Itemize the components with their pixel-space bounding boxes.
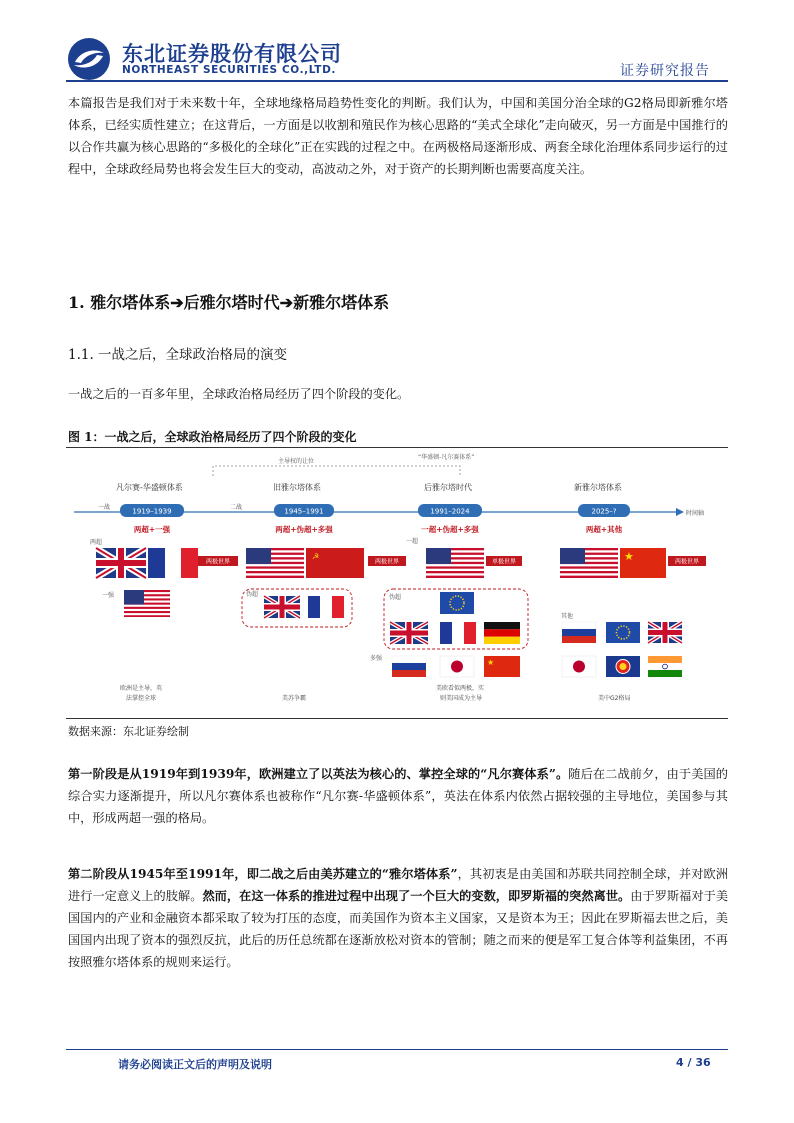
figure-bottom-rule xyxy=(66,718,728,719)
usa-flag-icon xyxy=(124,590,170,617)
role-label-superpower-1: 两超 xyxy=(90,539,103,546)
role-label-power-1: 一强 xyxy=(102,592,115,599)
svg-text:★: ★ xyxy=(624,550,634,563)
stage-caption-1a: 欧洲是主导，英 xyxy=(120,685,163,692)
russia-flag-icon xyxy=(562,622,596,643)
figure-timeline-diagram xyxy=(68,450,728,715)
stage-caption-2a: 美苏争霸 xyxy=(282,695,307,702)
usa-flag-icon xyxy=(246,548,304,578)
period-years-3: 1991–2024 xyxy=(430,507,470,516)
header-divider xyxy=(66,80,728,82)
stage-caption-1b: 法掌控全球 xyxy=(126,695,157,702)
subsection-heading: 1.1. 一战之后，全球政治格局的演变 xyxy=(68,347,288,363)
ussr-flag-icon xyxy=(306,548,364,578)
dominance-transfer-label: 主导权的让位 xyxy=(278,458,315,465)
stage-caption-3a: 美欧看似两极，实 xyxy=(436,685,485,692)
two-pole-badge-text-2: 两极世界 xyxy=(374,558,400,566)
period-years-2: 1945–1991 xyxy=(284,507,324,516)
paragraph-stage-2 xyxy=(68,863,728,973)
japan-flag-icon xyxy=(440,656,474,677)
ww1-marker: 一战 xyxy=(98,504,111,511)
china-flag-icon xyxy=(620,548,666,578)
usa-flag-icon xyxy=(426,548,484,578)
two-pole-badge-text-4: 两极世界 xyxy=(674,558,700,566)
section-heading: 1. 雅尔塔体系➔后雅尔塔时代➔新雅尔塔体系 xyxy=(68,293,390,312)
subsection-lead: 一战之后的一百多年里，全球政治格局经历了四个阶段的变化。 xyxy=(68,387,410,401)
usa-flag-icon xyxy=(560,548,618,578)
paragraph-stage-2-emphasis: 然而，在这一体系的推进过程中出现了一个巨大的变数，即罗斯福的突然离世。 xyxy=(202,889,631,903)
figure-source: 数据来源：东北证券绘制 xyxy=(68,725,189,738)
paragraph-stage-2-body: 由于罗斯福对于美国国内的产业和金融资本都采取了较为打压的态度，而美国作为资本主义国家，又是资本为王；因此在罗斯福去世之后，美国国内出现了资本的强烈反抗，此后的历任总统都在逐渐放松对资本的管制；随之而来的便是军工复合体等利益集团，不再按照雅尔塔体系的规则来运行。 xyxy=(68,889,729,969)
period-years-4: 2025–? xyxy=(591,507,617,516)
structure-label-4: 两超+其他 xyxy=(585,525,623,534)
paragraph-stage-1 xyxy=(68,763,728,829)
germany-flag-icon xyxy=(484,622,520,644)
svg-text:☭: ☭ xyxy=(312,552,320,561)
japan-flag-icon xyxy=(562,656,596,677)
footer-divider xyxy=(66,1049,728,1050)
ww2-marker: 二战 xyxy=(230,504,243,511)
single-pole-badge-text: 单极世界 xyxy=(491,558,517,566)
stage-name-4: 新雅尔塔体系 xyxy=(574,483,622,492)
india-flag-icon xyxy=(648,656,682,677)
svg-text:★: ★ xyxy=(487,658,495,667)
company-logo-icon xyxy=(66,36,112,82)
timeline-axis-label: 时间轴 xyxy=(686,510,705,517)
structure-label-3: 一超+伪超+多强 xyxy=(421,525,479,534)
figure-title: 图 1：一战之后，全球政治格局经历了四个阶段的变化 xyxy=(68,430,357,444)
paragraph-stage-2-mid: ，其初衷是由美国和苏联共同控制全球，并对欧洲进行一定意义上的肢解。 xyxy=(68,867,728,903)
uk-flag-icon xyxy=(96,548,146,578)
russia-flag-icon xyxy=(392,656,426,677)
stage-name-3: 后雅尔塔时代 xyxy=(424,483,472,492)
stage-caption-3b: 则美国成为主导 xyxy=(440,695,483,702)
footer-disclaimer: 请务必阅读正文后的声明及说明 xyxy=(118,1058,272,1071)
paragraph-stage-1-body: 随后在二战前夕，由于美国的综合实力逐渐提升，所以凡尔赛体系也被称作“凡尔赛-华盛顿体系”，英法在体系内依然占据较强的主导地位，美国参与其中，形成两超一强的格局。 xyxy=(68,767,728,825)
intro-paragraph: 本篇报告是我们对于未来数十年，全球地缘格局趋势性变化的判断。我们认为，中国和美国分治全球的G2格局即新雅尔塔体系，已经实质性建立；在这背后，一方面是以收割和殖民作为核心思路的“美式全球化”走向破灭，另一方面是中国推行的以合作共赢为核心思路的“多极化的全球化”正在实践的过程之中。在两极格局逐渐形成、两套全球化治理体系同步运行的过程中，全球政经局势也将会发生巨大的变动，高波动之外，对于资产的长期判断也需要高度关注。 xyxy=(68,96,728,176)
china-flag-icon xyxy=(484,656,520,677)
figure-top-rule xyxy=(66,447,728,448)
uk-flag-icon xyxy=(648,622,682,643)
page-number: 4 / 36 xyxy=(676,1056,711,1069)
role-label-multi-3: 多强 xyxy=(370,655,383,662)
uk-flag-icon xyxy=(390,622,428,644)
structure-label-1: 两超+一强 xyxy=(133,525,171,534)
dominance-transfer-bracket xyxy=(213,466,460,476)
stage-name-2: 旧雅尔塔体系 xyxy=(273,483,321,492)
stage-name-1: 凡尔赛-华盛顿体系 xyxy=(116,483,183,492)
role-label-pseudo-2: 伪超 xyxy=(246,591,259,598)
report-type-label: 证券研究报告 xyxy=(620,63,710,79)
two-pole-badge-text-1: 两极世界 xyxy=(205,558,231,566)
france-flag-icon xyxy=(308,596,344,618)
timeline-arrow-icon xyxy=(676,508,684,516)
structure-label-2: 两超+伪超+多强 xyxy=(275,525,333,534)
role-label-super-3: 一超 xyxy=(406,538,419,545)
company-name: 东北证券股份有限公司 xyxy=(122,42,342,66)
eu-flag-icon xyxy=(440,592,474,614)
uk-flag-icon xyxy=(264,596,300,618)
role-label-others-4: 其他 xyxy=(561,613,574,620)
role-label-pseudo-3: 伪超 xyxy=(389,594,402,601)
company-name-english: NORTHEAST SECURITIES CO.,LTD. xyxy=(122,64,336,76)
france-flag-icon xyxy=(440,622,476,644)
asean-flag-icon xyxy=(606,656,640,677)
versailles-washington-note: “华盛顿-凡尔赛体系” xyxy=(418,454,475,461)
paragraph-stage-2-lead: 第二阶段从1945年至1991年，即二战之后由美苏建立的“雅尔塔体系” xyxy=(68,867,458,881)
paragraph-stage-1-lead: 第一阶段是从1919年到1939年，欧洲建立了以英法为核心的、掌控全球的“凡尔赛体系”。 xyxy=(68,767,569,781)
eu-flag-icon xyxy=(606,622,640,643)
period-years-1: 1919–1939 xyxy=(132,507,172,516)
france-flag-icon xyxy=(148,548,198,578)
stage-caption-4a: 美中G2格局 xyxy=(598,695,631,702)
